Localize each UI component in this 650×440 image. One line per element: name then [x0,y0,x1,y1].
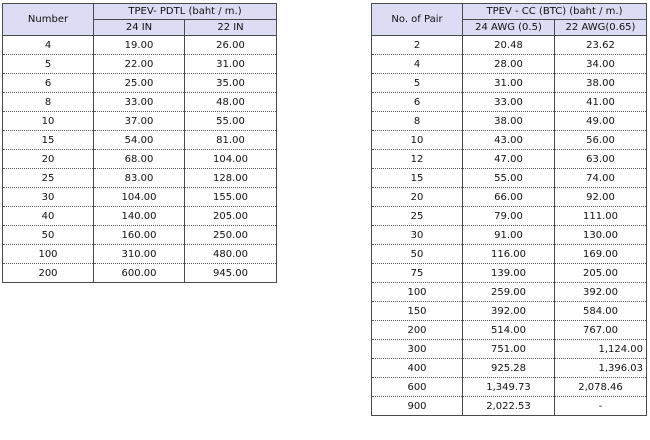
price-22-cell: 74.00 [555,169,647,188]
number-cell: 8 [372,112,463,131]
price-22-cell: 767.00 [555,321,647,340]
number-cell: 200 [372,321,463,340]
price-24-cell: 514.00 [463,321,555,340]
table-row [3,112,277,131]
number-cell: 4 [3,36,94,55]
number-cell: 100 [372,283,463,302]
price-24-cell: 925.28 [463,359,555,378]
table-row [372,93,647,112]
number-cell: 5 [3,55,94,74]
table-row [3,226,277,245]
price-22-cell: 169.00 [555,245,647,264]
price-24-cell: 104.00 [94,188,185,207]
table-row [3,169,277,188]
number-cell: 50 [372,245,463,264]
no-of-pair-column-header: No. of Pair [372,4,463,36]
price-22-cell: 92.00 [555,188,647,207]
number-cell: 12 [372,150,463,169]
price-22-cell: 48.00 [185,93,277,112]
table-row [372,112,647,131]
price-24-cell: 392.00 [463,302,555,321]
price-22-cell: 128.00 [185,169,277,188]
price-22-cell: - [555,397,647,416]
price-22-cell: 480.00 [185,245,277,264]
price-22-cell: 38.00 [555,74,647,93]
number-cell: 200 [3,264,94,283]
price-24-cell: 259.00 [463,283,555,302]
price-24-cell: 2,022.53 [463,397,555,416]
table-row [372,283,647,302]
price-22-cell: 56.00 [555,131,647,150]
table-row [372,397,647,416]
table-row [372,188,647,207]
price-24-cell: 139.00 [463,264,555,283]
price-22-cell: 250.00 [185,226,277,245]
price-24-cell: 25.00 [94,74,185,93]
price-22-cell: 392.00 [555,283,647,302]
price-22-cell: 1,124.00 [555,340,647,359]
table-row [3,188,277,207]
price-24-cell: 20.48 [463,36,555,55]
price-24-cell: 140.00 [94,207,185,226]
number-cell: 75 [372,264,463,283]
table-row [372,169,647,188]
table-row [3,131,277,150]
price-24-cell: 751.00 [463,340,555,359]
price-24-cell: 1,349.73 [463,378,555,397]
table-row [372,150,647,169]
number-cell: 150 [372,302,463,321]
price-24-cell: 91.00 [463,226,555,245]
price-22-cell: 130.00 [555,226,647,245]
number-cell: 10 [372,131,463,150]
price-24-cell: 37.00 [94,112,185,131]
cc-btc-table-body [372,36,647,416]
number-cell: 15 [372,169,463,188]
price-24-cell: 600.00 [94,264,185,283]
price-22-cell: 35.00 [185,74,277,93]
number-cell: 100 [3,245,94,264]
price-22-cell: 1,396.03 [555,359,647,378]
price-24-cell: 33.00 [463,93,555,112]
price-22-cell: 155.00 [185,188,277,207]
table-row [3,264,277,283]
table-row [372,378,647,397]
price-22-cell: 81.00 [185,131,277,150]
table-row [372,245,647,264]
price-24-cell: 68.00 [94,150,185,169]
price-22-cell: 26.00 [185,36,277,55]
number-cell: 30 [372,226,463,245]
table-row [3,207,277,226]
price-24-cell: 38.00 [463,112,555,131]
number-cell: 50 [3,226,94,245]
number-cell: 4 [372,55,463,74]
number-cell: 30 [3,188,94,207]
number-cell: 300 [372,340,463,359]
price-22-cell: 23.62 [555,36,647,55]
price-22-cell: 205.00 [185,207,277,226]
number-cell: 15 [3,131,94,150]
price-24-cell: 83.00 [94,169,185,188]
number-column-header: Number [3,4,94,36]
table-row [3,74,277,93]
price-24-cell: 33.00 [94,93,185,112]
number-cell: 6 [3,74,94,93]
table-row [372,74,647,93]
price-22-cell: 945.00 [185,264,277,283]
price-24-cell: 160.00 [94,226,185,245]
price-22-cell: 41.00 [555,93,647,112]
price-24-cell: 22.00 [94,55,185,74]
number-cell: 20 [372,188,463,207]
table-row [372,359,647,378]
table-row [372,207,647,226]
table-row [3,245,277,264]
number-cell: 5 [372,74,463,93]
24-in-column-header: 24 IN [94,20,185,36]
price-22-cell: 31.00 [185,55,277,74]
number-cell: 40 [3,207,94,226]
number-cell: 400 [372,359,463,378]
cc-btc-price-table [371,3,647,416]
table-row [372,226,647,245]
price-24-cell: 31.00 [463,74,555,93]
price-22-cell: 49.00 [555,112,647,131]
price-22-cell: 2,078.46 [555,378,647,397]
price-22-cell: 111.00 [555,207,647,226]
price-24-cell: 28.00 [463,55,555,74]
price-22-cell: 205.00 [555,264,647,283]
price-24-cell: 43.00 [463,131,555,150]
number-cell: 20 [3,150,94,169]
table-row [372,302,647,321]
pdtl-table-body [3,36,277,283]
table-row [372,36,647,55]
pdtl-group-header: TPEV- PDTL (baht / m.) [94,4,277,20]
table-row [372,55,647,74]
number-cell: 8 [3,93,94,112]
number-cell: 900 [372,397,463,416]
price-22-cell: 104.00 [185,150,277,169]
price-24-cell: 55.00 [463,169,555,188]
24-awg-column-header: 24 AWG (0.5) [463,20,555,36]
table-row [3,55,277,74]
table-row [372,264,647,283]
price-24-cell: 54.00 [94,131,185,150]
cc-btc-group-header: TPEV - CC (BTC) (baht / m.) [463,4,647,20]
table-row [3,150,277,169]
table-row [3,93,277,112]
table-row [372,340,647,359]
price-24-cell: 19.00 [94,36,185,55]
22-in-column-header: 22 IN [185,20,277,36]
number-cell: 600 [372,378,463,397]
price-24-cell: 66.00 [463,188,555,207]
number-cell: 25 [3,169,94,188]
price-22-cell: 34.00 [555,55,647,74]
number-cell: 6 [372,93,463,112]
pdtl-price-table [2,3,277,283]
table-row [372,321,647,340]
price-22-cell: 63.00 [555,150,647,169]
price-24-cell: 47.00 [463,150,555,169]
number-cell: 10 [3,112,94,131]
price-24-cell: 310.00 [94,245,185,264]
number-cell: 2 [372,36,463,55]
price-24-cell: 116.00 [463,245,555,264]
price-22-cell: 584.00 [555,302,647,321]
number-cell: 25 [372,207,463,226]
table-row [3,36,277,55]
table-row [372,131,647,150]
22-awg-column-header: 22 AWG(0.65) [555,20,647,36]
price-22-cell: 55.00 [185,112,277,131]
price-24-cell: 79.00 [463,207,555,226]
